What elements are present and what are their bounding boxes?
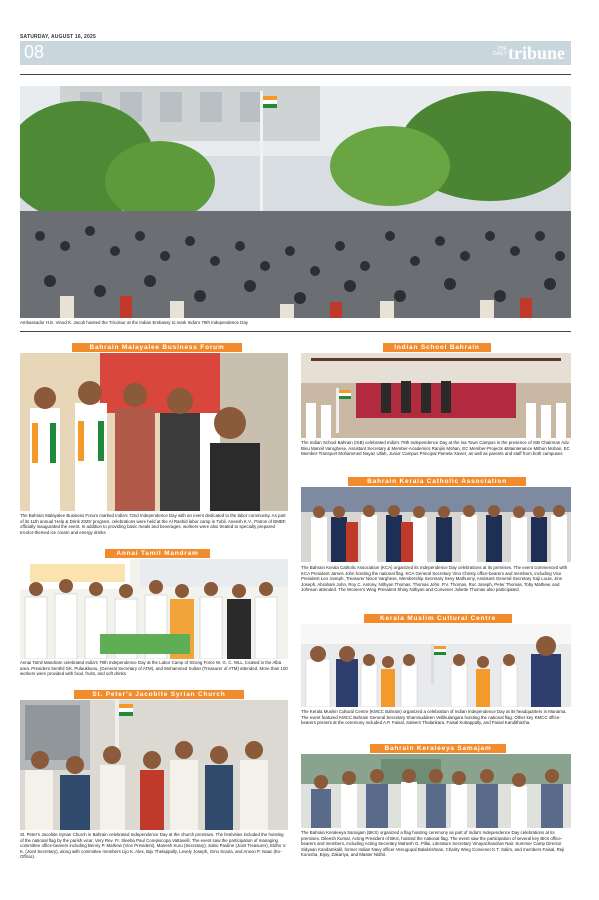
photo-st-peters [20,700,288,830]
caption-annai-tamil: Annai Tamil Mandram celebrated India's 79th Independence Day at the Labor Camp of Strong Force W. G. C. WLL, located in the Alba area. President Senthil GK, Pulaukkunu, (General Secretary of ATM), and Mohammed Sultan (Treasurer of ATM) attended. More than 100 workers were provided with food, fruits, and soft drinks [20,660,288,677]
main-photo [20,86,571,318]
section-title-bks: Bahrain Keraleeya Samajam [370,744,506,753]
masthead-logo [492,43,565,64]
section-title-isb: Indian School Bahrain [383,343,491,352]
photo-bks [301,754,571,828]
caption-kmcc: The Kerala Muslim Cultural Centre (KMCC Bahrain) organized a celebration of Indian Independence Day at its headquarters in Manama. The event featured KMCC Bahrain General Secretary Shamsuddeen Vellikulangara hoisting the national flag. Other key KMCC office-bearers present at the ceremony included A.P. Faisal, Saleem Thalankara, Faisal Kottappally, and Faisal Kandithazha. [301,709,567,726]
caption-bks: The Bahrain Keraleeya Samajam (BKS) organized a flag hoisting ceremony as part of India's Independence Day celebrations at its premises. Dileesh Kumar, Acting President of BKS, hoisted the national flag. The event saw the participation of several key BKS office-bearers and members, including Acting Secretary Mahesh G. Pillai, Literature Secretary Vinayachandran Nair, Summer Camp Director Sidyaan Kandamkalil, former Indian Navy officer Venugopal Balakrishnan, Charity Wing Convener K.T. Salim, and members Faisal, Reji Kurusha, Bijoy, Zakariya, and Master Nidhil. [301,830,565,858]
caption-bmbf: The Bahrain Malayalee Business Forum marked India's 72nd Independence Day with an event dedicated to the labor community. As part of its 11th annual 'Help & Drink 2025' program, celebrations were held at the Al Rashid labor camp in Tubli. Aneesh K.V., Patron of BMBF, officially inaugurated the event. In addition to providing basic meals and beverages, workers were also treated to specially prepared tricolor-themed ice cream and energy drinks [20,513,287,535]
caption-isb: The Indian School Bahrain (ISB) celebrated India's 79th Independence Day at the Isa Town Campus in the presence of ISB Chairman Adv. Binu Mannil Varughese, Assistant Secretary & Member-Academics Ranjini Mohan, EC Member-Projects &Maintenance Mithun Mohan, EC Member-Transport Mohammed Nayaz Ullah, Junior Campus Principal Pamela Xavier, as well as parents and staff from both campuses [301,440,570,457]
photo-annai-tamil [20,559,288,659]
photo-kca [301,487,571,562]
issue-date: SATURDAY, AUGUST 16, 2025 [20,34,96,40]
page-header-bar [20,41,571,65]
section-title-annai-tamil: Annai Tamil Mandram [105,549,210,558]
photo-bmbf [20,353,288,511]
main-rule [20,331,571,332]
masthead-prefix: THE DAILY [492,46,507,57]
section-title-kmcc: Kerala Muslim Cultural Centre [364,614,512,623]
header-rule [20,74,571,75]
main-photo-caption: Ambassador H.E. Vinod K. Jacob hoisted the Tricolour at the Indian Embassy to mark India's 79th Independence Day [20,320,248,325]
masthead-title: tribune [507,43,565,63]
caption-st-peters: St. Peter's Jacobite Syrian Church in Bahrain celebrated Independence Day at the church premises. The festivities included the hoisting of the national flag by the parish vicar, Very Rev. Fr. Sleeba Paul Corepiscopa Vattavelil. The event saw the participation of managing committee office-bearers including Benny P. Mathew (Vice President), Manesh Kuru (Secretary), Sabu Pauline (Joint Treasurer), Eldho V. K. (Joint Secretary), along with committee members Lijo K. Alex, Biju Thelappally, Levely Joseph, Gino Scaria, and Anson P. Isaac (Ex-Officio). [20,832,287,860]
photo-isb [301,353,571,438]
caption-kca: The Bahrain Kerala Catholic Association (KCA) organized its Independence Day celebrations at its premises. The event commenced with KCA President James John hoisting the national flag. KCA General Secretary Vino Christy office-bearers and members, including Vice President Leo Joseph, Treasurer Nixon Varghese, Membership Secretary Sevy Mathunny, Assistant General Secretary Saji Louis, Jins Joseph, Abraham John, Roy C. Antony, Nithyan Thomas, Thomas John, P.V. Thomas, Roc Joseph, Peter Thomas, Toby Mathew, and Johnson attended. The Women's Wing President Shiny Nithyan and Convener Juliette Thomas also participated. [301,565,568,593]
page-number: 08 [24,42,45,62]
section-title-bmbf: Bahrain Malayalee Business Forum [72,343,242,352]
photo-kmcc [301,624,571,707]
section-title-kca: Bahrain Kerala Catholic Association [348,477,526,486]
section-title-st-peters: St. Peter's Jacobite Syrian Church [74,690,244,699]
